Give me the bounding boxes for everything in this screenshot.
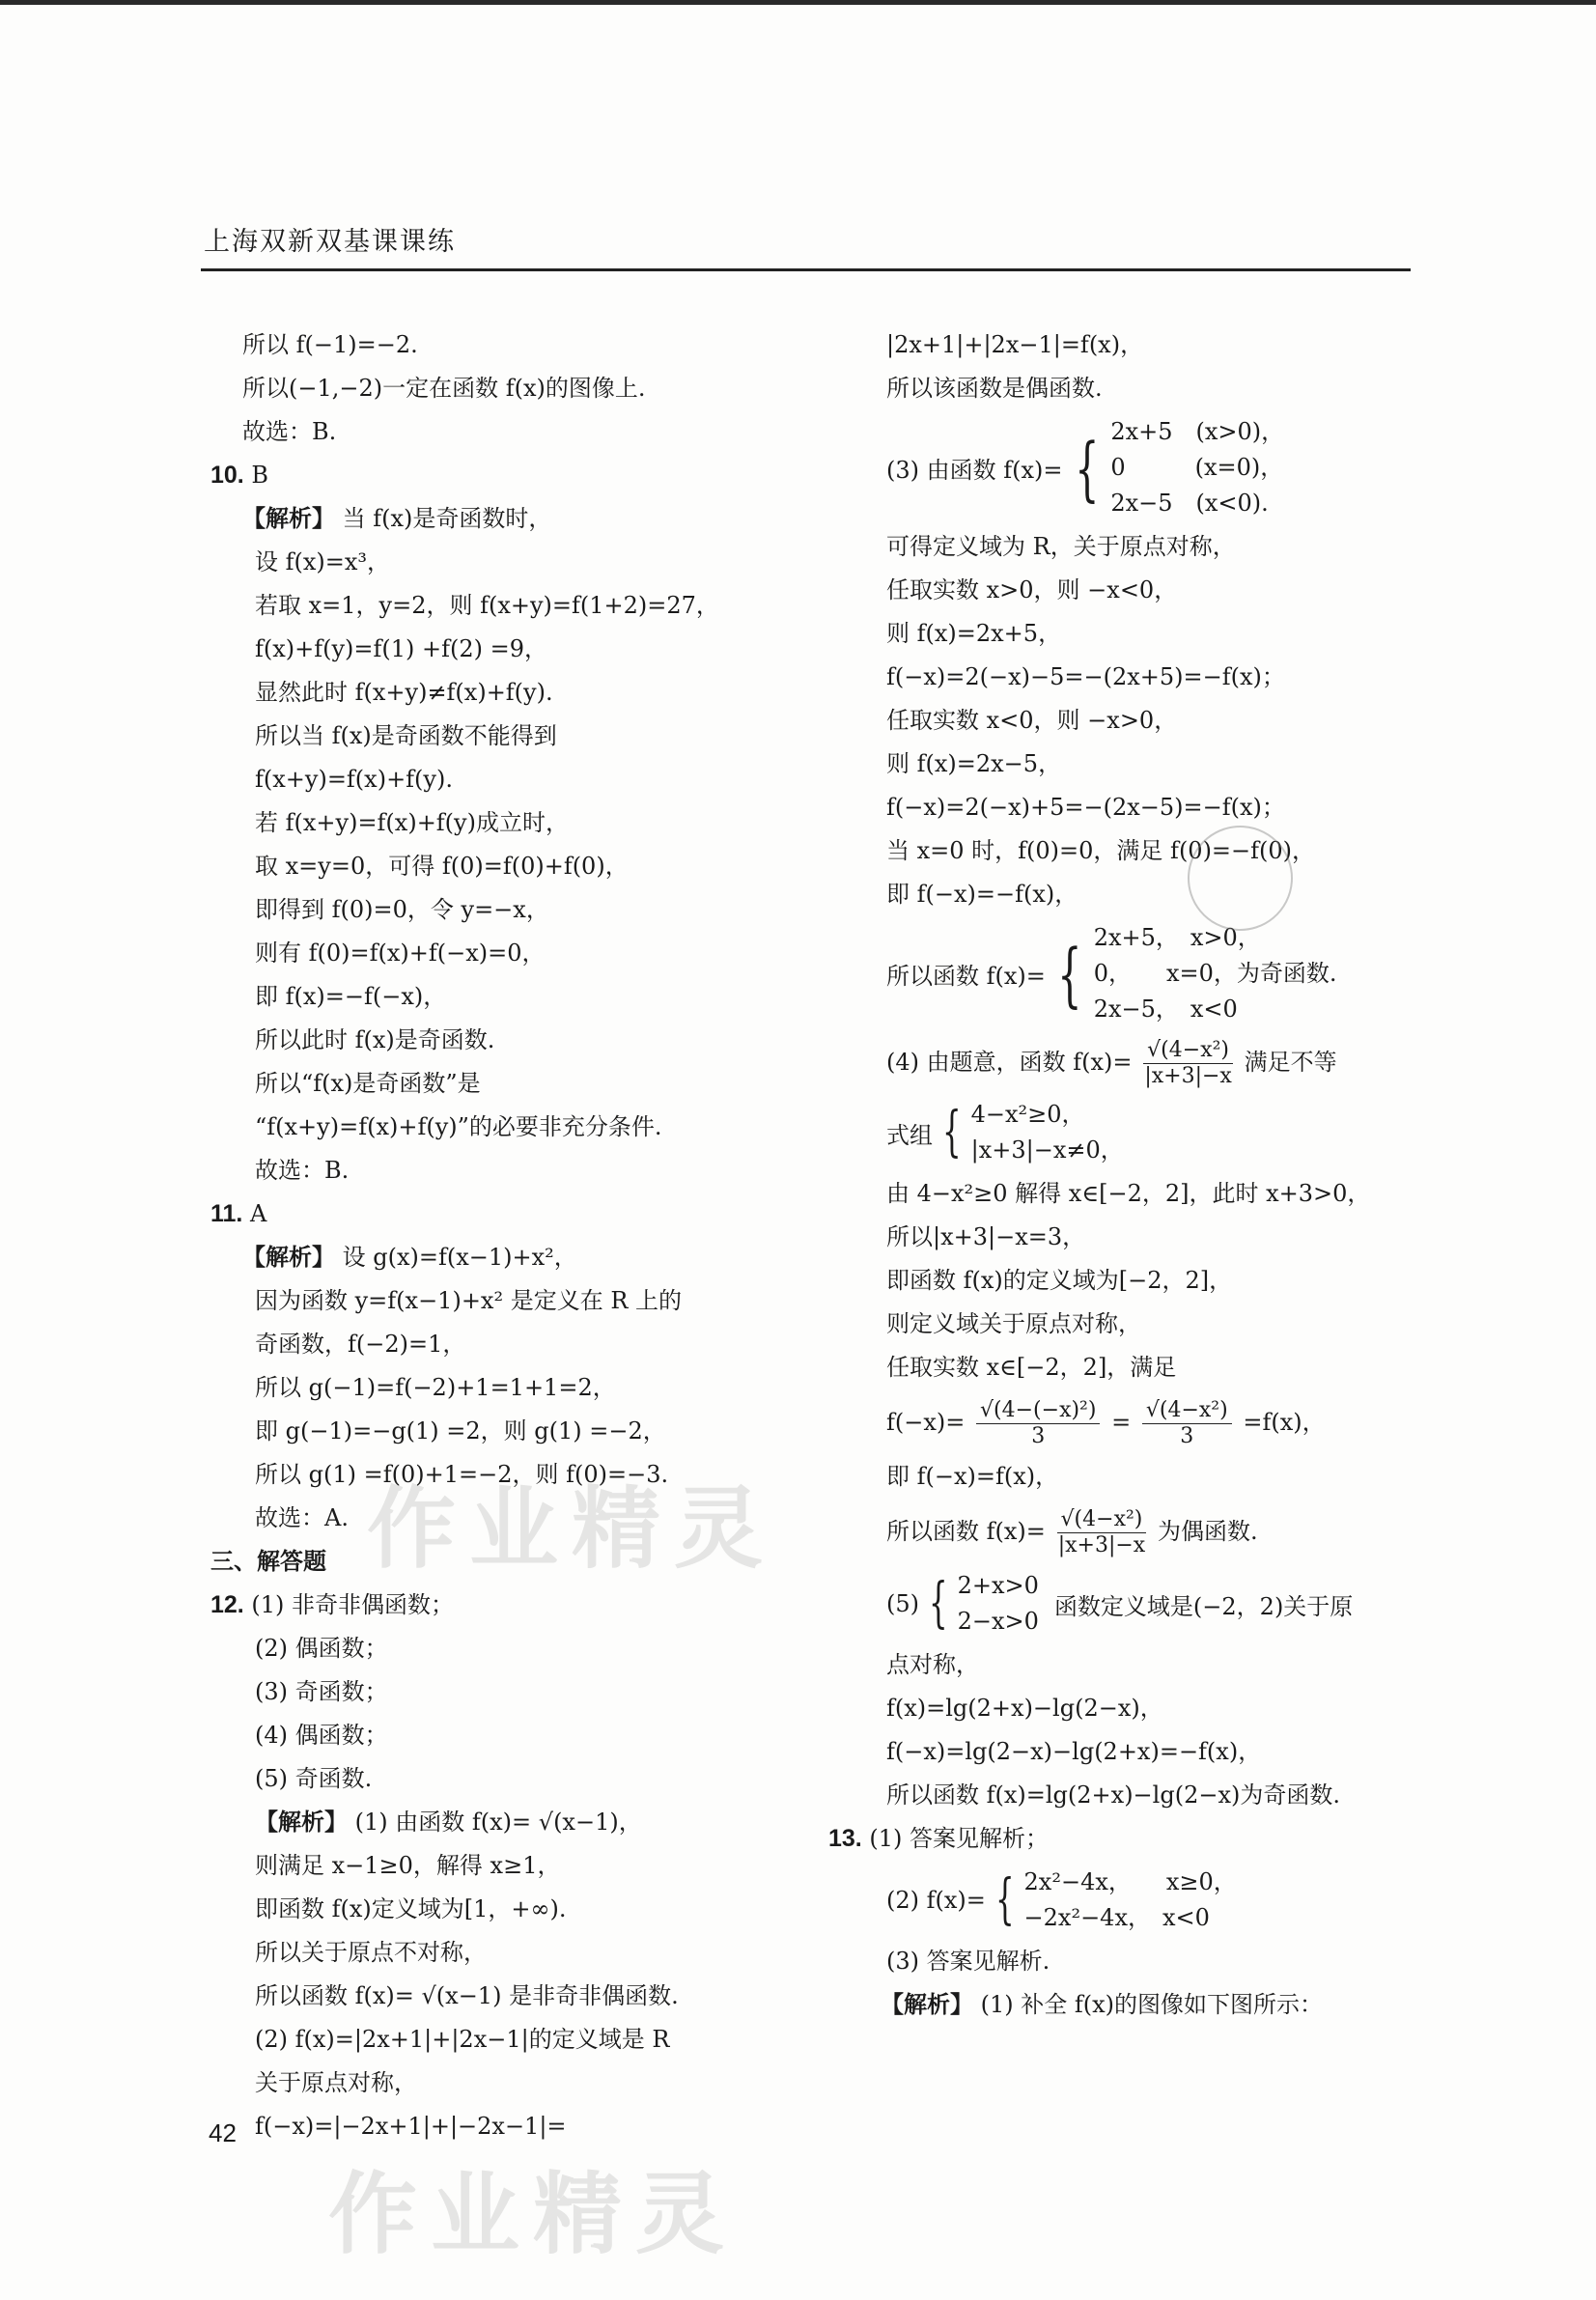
piece-row: 2x+5 (x>0)， xyxy=(1110,418,1285,445)
analysis-line xyxy=(210,1801,790,1844)
text-line: |2x+1|+|2x−1|=f(x)， xyxy=(886,331,1144,358)
question-12-heading xyxy=(210,1584,790,1627)
running-header: 上海双新双基课课练 xyxy=(204,227,456,257)
analysis-line xyxy=(881,1983,1437,2027)
text-line: 点对称， xyxy=(886,1651,979,1678)
text-span: 所以函数 f(x)= xyxy=(886,963,1046,990)
text-line: (5) 奇函数. xyxy=(255,1765,373,1792)
fraction-line xyxy=(886,1389,1437,1455)
text-span: (1) 答案见解析； xyxy=(869,1825,1050,1852)
system-rows xyxy=(958,1568,1039,1640)
text-line: 即函数 f(x)的定义域为[−2，2]， xyxy=(886,1267,1233,1294)
text-line: 若取 x=1，y=2，则 f(x+y)=f(1+2)=27， xyxy=(255,592,719,619)
text-line: 当 x=0 时，f(0)=0，满足 f(0)=−f(0)， xyxy=(886,837,1316,864)
text-line: 所以 g(1) =f(0)+1=−2，则 f(0)=−3. xyxy=(255,1461,669,1488)
text-line: 即 f(x)=−f(−x)， xyxy=(255,983,447,1010)
question-10-heading xyxy=(210,454,790,497)
text-span: 设 g(x)=f(x−1)+x²， xyxy=(342,1244,577,1271)
text-line: f(−x)=2(−x)+5=−(2x−5)=−f(x)； xyxy=(886,794,1285,821)
question-13-heading xyxy=(828,1817,1437,1861)
system-row: 4−x²≥0， xyxy=(970,1101,1085,1128)
text-line: (2) 偶函数； xyxy=(255,1635,388,1662)
text-line: f(−x)=2(−x)−5=−(2x+5)=−f(x)； xyxy=(886,663,1285,690)
system-row: 2+x>0 xyxy=(957,1572,1039,1599)
text-line: 即 f(−x)=f(x)， xyxy=(886,1463,1059,1490)
text-line: 则满足 x−1≥0，解得 x≥1， xyxy=(255,1852,561,1879)
text-span: 为偶函数. xyxy=(1158,1518,1258,1545)
piecewise-rows xyxy=(1094,920,1337,1027)
text-span: = xyxy=(1111,1409,1132,1436)
text-line: 所以关于原点不对称， xyxy=(255,1939,487,1966)
text-line: 故选：B. xyxy=(255,1157,350,1184)
question-number: 13. xyxy=(828,1825,862,1852)
text-line: “f(x+y)=f(x)+f(y)”的必要非充分条件. xyxy=(255,1113,662,1140)
text-line: 所以该函数是偶函数. xyxy=(886,375,1103,402)
section-heading: 三、解答题 xyxy=(210,1548,326,1575)
piecewise-rows xyxy=(1110,414,1284,521)
text-line: 故选：B. xyxy=(242,418,337,445)
system-rows xyxy=(971,1097,1124,1168)
text-line: 故选：A. xyxy=(255,1504,349,1531)
left-brace: { xyxy=(942,1101,962,1164)
system-row: |x+3|−x≠0， xyxy=(970,1136,1124,1164)
left-column xyxy=(210,323,790,2148)
text-line: 显然此时 f(x+y)≠f(x)+f(y). xyxy=(255,679,553,706)
piecewise-function xyxy=(886,414,1437,521)
denominator: |x+3|−x xyxy=(1057,1533,1146,1557)
text-line: 所以函数 f(x)=lg(2+x)−lg(2−x)为奇函数. xyxy=(886,1781,1340,1809)
fraction xyxy=(1057,1507,1147,1559)
watermark: 作业精灵 xyxy=(367,1477,777,1581)
question-number: 10. xyxy=(210,462,244,489)
text-span: (1) 补全 f(x)的图像如下图所示： xyxy=(980,1991,1324,2018)
text-line: f(−x)=|−2x+1|+|−2x−1|= xyxy=(255,2113,567,2140)
right-column xyxy=(828,323,1437,2027)
text-line: 则有 f(0)=f(x)+f(−x)=0， xyxy=(255,940,546,967)
inequality-system xyxy=(886,1097,1437,1168)
piecewise-function xyxy=(886,920,1437,1027)
page-number: 42 xyxy=(209,2118,237,2147)
analysis-tag: 【解析】 xyxy=(255,1809,348,1836)
denominator: 3 xyxy=(1031,1424,1046,1448)
analysis-line xyxy=(210,497,790,541)
text-line: 由 4−x²≥0 解得 x∈[−2，2]，此时 x+3>0， xyxy=(886,1180,1371,1207)
question-answer: A xyxy=(250,1200,267,1227)
analysis-tag: 【解析】 xyxy=(881,1991,973,2018)
text-line: 任取实数 x>0，则 −x<0， xyxy=(886,576,1178,603)
piecewise-rows xyxy=(1024,1865,1237,1936)
text-line: 若 f(x+y)=f(x)+f(y)成立时， xyxy=(255,809,569,836)
piece-row: 0， x=0，为奇函数. xyxy=(1093,960,1337,987)
left-brace: { xyxy=(929,1572,948,1635)
text-line: f(x)=lg(2+x)−lg(2−x)， xyxy=(886,1695,1163,1722)
text-line: 所以当 f(x)是奇函数不能得到 xyxy=(255,722,557,749)
question-number: 11. xyxy=(210,1200,243,1227)
text-line: (4) 偶函数； xyxy=(255,1722,388,1749)
numerator: √(4−x²) xyxy=(1142,1398,1232,1424)
question-answer: B xyxy=(251,462,269,489)
analysis-line xyxy=(210,1236,790,1279)
question-number: 12. xyxy=(210,1591,244,1618)
numerator: √(4−x²) xyxy=(1057,1507,1147,1533)
question-11-heading xyxy=(210,1192,790,1236)
text-span: (4) 由题意，函数 f(x)= xyxy=(886,1049,1133,1076)
text-span: (5) xyxy=(886,1590,919,1617)
fraction-line xyxy=(886,1499,1437,1564)
numerator: √(4−(−x)²) xyxy=(976,1398,1100,1424)
text-line: 因为函数 y=f(x−1)+x² 是定义在 R 上的 xyxy=(255,1287,683,1314)
text-line: 即 f(−x)=−f(x)， xyxy=(886,881,1078,908)
text-line: 奇函数，f(−2)=1， xyxy=(255,1331,466,1358)
fraction xyxy=(1143,1038,1233,1090)
text-span: =f(x)， xyxy=(1243,1409,1326,1436)
text-line: 所以 f(−1)=−2. xyxy=(242,331,418,358)
piece-row: 2x−5， x<0 xyxy=(1093,996,1238,1023)
piece-row: 2x+5， x>0， xyxy=(1093,924,1261,951)
fraction xyxy=(976,1398,1100,1450)
denominator: |x+3|−x xyxy=(1144,1064,1232,1088)
inequality-system xyxy=(886,1568,1437,1640)
text-span: f(−x)= xyxy=(886,1409,966,1436)
piecewise-function xyxy=(886,1865,1437,1936)
text-span: 式组 xyxy=(886,1121,933,1149)
left-brace: { xyxy=(1057,933,1082,1015)
piece-row: 2x²−4x， x≥0， xyxy=(1023,1868,1237,1895)
text-line: (3) 答案见解析. xyxy=(886,1948,1050,1975)
text-line: 所以此时 f(x)是奇函数. xyxy=(255,1026,495,1053)
scan-top-edge xyxy=(0,0,1596,5)
text-line: 即 g(−1)=−g(1) =2，则 g(1) =−2， xyxy=(255,1417,666,1445)
piece-row: 0 (x=0)， xyxy=(1110,454,1284,481)
system-row: 2−x>0 xyxy=(957,1608,1039,1635)
text-line: 所以“f(x)是奇函数”是 xyxy=(255,1070,481,1097)
text-span: (2) f(x)= xyxy=(886,1887,986,1914)
piece-row: −2x²−4x， x<0 xyxy=(1023,1904,1210,1931)
text-line: 即得到 f(0)=0，令 y=−x， xyxy=(255,896,549,923)
text-line: 则定义域关于原点对称， xyxy=(886,1310,1141,1337)
analysis-tag: 【解析】 xyxy=(242,1244,335,1271)
text-line: 任取实数 x∈[−2，2]，满足 xyxy=(886,1354,1177,1381)
text-line: 任取实数 x<0，则 −x>0， xyxy=(886,707,1178,734)
analysis-tag: 【解析】 xyxy=(242,505,335,532)
text-line: f(−x)=lg(2−x)−lg(2+x)=−f(x)， xyxy=(886,1738,1262,1765)
text-span: 当 f(x)是奇函数时， xyxy=(342,505,552,532)
text-line: 所以|x+3|−x=3， xyxy=(886,1223,1086,1250)
text-span: (1) 由函数 f(x)= √(x−1)， xyxy=(354,1809,642,1836)
piece-row: 2x−5 (x<0). xyxy=(1110,490,1269,517)
text-span: 满足不等 xyxy=(1244,1049,1337,1076)
left-brace: { xyxy=(994,1868,1015,1931)
text-line: 取 x=y=0，可得 f(0)=f(0)+f(0)， xyxy=(255,853,629,880)
text-line: (2) f(x)=|2x+1|+|2x−1|的定义域是 R xyxy=(255,2026,670,2053)
text-line: 所以函数 f(x)= √(x−1) 是非奇非偶函数. xyxy=(255,1982,679,2009)
left-brace: { xyxy=(1074,427,1100,509)
fraction-line xyxy=(886,1031,1437,1093)
watermark: 作业精灵 xyxy=(328,2163,739,2266)
text-span: (1) 非奇非偶函数； xyxy=(251,1591,455,1618)
text-line: 所以 g(−1)=f(−2)+1=1+1=2， xyxy=(255,1374,616,1401)
text-line: 则 f(x)=2x+5， xyxy=(886,620,1062,647)
text-line: 即函数 f(x)定义域为[1，+∞). xyxy=(255,1895,567,1922)
numerator: √(4−x²) xyxy=(1143,1038,1233,1064)
text-line: f(x)+f(y)=f(1) +f(2) =9， xyxy=(255,635,548,662)
text-span: (3) 由函数 f(x)= xyxy=(886,457,1063,484)
text-span: 所以函数 f(x)= xyxy=(886,1518,1046,1545)
text-line: 关于原点对称， xyxy=(255,2069,417,2096)
header-rule xyxy=(201,268,1411,271)
text-line: 所以(−1,−2)一定在函数 f(x)的图像上. xyxy=(242,375,646,402)
text-span: 函数定义域是(−2，2)关于原 xyxy=(1053,1592,1354,1620)
text-line: 可得定义域为 R，关于原点对称， xyxy=(886,533,1236,560)
text-line: 设 f(x)=x³， xyxy=(255,548,391,575)
text-line: f(x+y)=f(x)+f(y). xyxy=(255,766,453,793)
text-line: 则 f(x)=2x−5， xyxy=(886,750,1062,777)
fraction xyxy=(1142,1398,1232,1450)
denominator: 3 xyxy=(1180,1424,1194,1448)
text-line: (3) 奇函数； xyxy=(255,1678,388,1705)
